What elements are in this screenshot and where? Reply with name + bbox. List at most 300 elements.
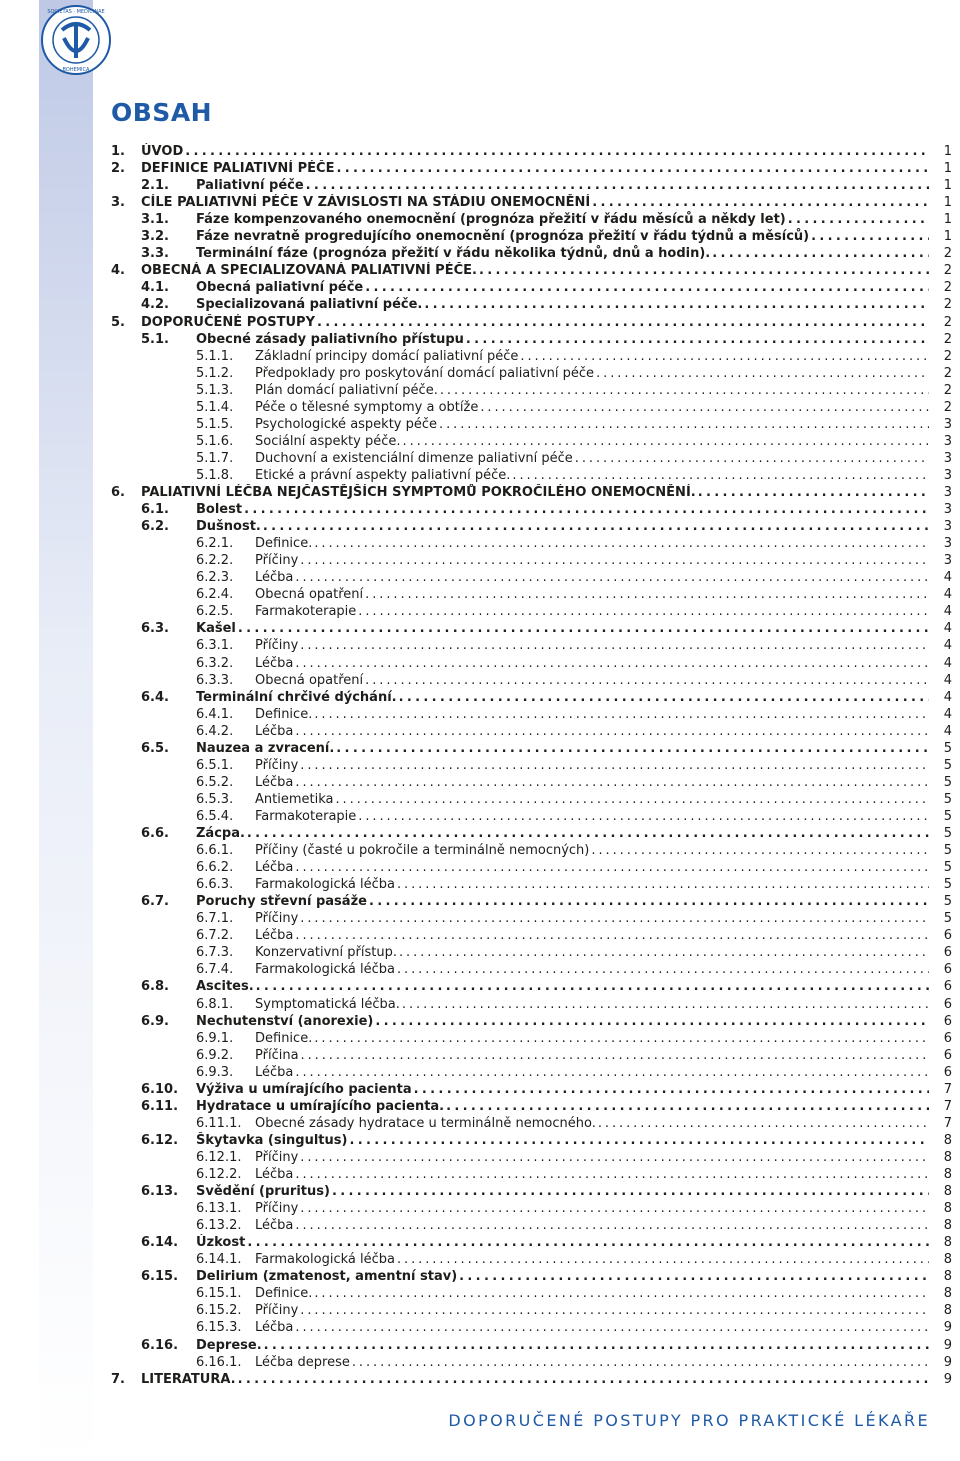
toc-entry-page: 2 — [943, 314, 952, 330]
toc-dot-leader — [440, 382, 929, 399]
toc-entry[interactable] — [0, 876, 960, 893]
toc-entry-number: 5. — [111, 314, 125, 330]
toc-entry[interactable] — [0, 859, 960, 876]
toc-dot-leader — [295, 1166, 929, 1183]
toc-entry-page: 6 — [943, 962, 952, 978]
toc-entry-title: Plán domácí paliativní péče. — [255, 382, 438, 398]
toc-entry-number: 6.8. — [141, 979, 169, 995]
toc-dot-leader — [264, 1337, 929, 1354]
toc-entry-page: 5 — [943, 774, 952, 790]
toc-entry[interactable] — [0, 296, 960, 313]
toc-entry[interactable] — [0, 1098, 960, 1115]
toc-dot-leader — [598, 1115, 929, 1132]
toc-entry-number: 6.12. — [141, 1132, 179, 1148]
toc-entry-page: 2 — [943, 280, 952, 296]
toc-entry-title: PALIATIVNÍ LÉČBA NEJČASTĚJŠÍCH SYMPTOMŮ POKROČILÉHO ONEMOCNĚNÍ. — [141, 485, 696, 500]
toc-entry[interactable] — [0, 450, 960, 467]
toc-entry-title: Obecné zásady hydratace u terminálně nemocného. — [255, 1115, 596, 1131]
toc-entry-page: 6 — [943, 979, 952, 995]
toc-dot-leader — [247, 1234, 929, 1251]
toc-dot-leader — [317, 314, 929, 331]
toc-entry-title: Úzkost — [196, 1235, 246, 1251]
toc-entry-title: Léčba — [255, 928, 294, 944]
toc-entry-number: 6.9. — [141, 1013, 169, 1029]
toc-entry[interactable] — [0, 893, 960, 910]
toc-entry-number: 6.12.1. — [196, 1149, 242, 1165]
toc-dot-leader — [300, 1302, 929, 1319]
toc-entry-title: Bolest — [196, 502, 243, 518]
toc-entry-page: 2 — [943, 348, 952, 364]
toc-dot-leader — [335, 791, 929, 808]
toc-entry-number: 5.1.7. — [196, 450, 234, 466]
toc-entry-number: 6.5.1. — [196, 757, 234, 773]
toc-entry-page: 4 — [943, 655, 952, 671]
toc-dot-leader — [295, 927, 929, 944]
svg-text:BOHEMICA: BOHEMICA — [62, 67, 90, 73]
toc-entry-title: Léčba — [255, 1320, 294, 1336]
toc-entry[interactable] — [0, 842, 960, 859]
toc-entry-page: 5 — [943, 791, 952, 807]
toc-entry-page: 8 — [943, 1269, 952, 1285]
toc-entry[interactable] — [0, 365, 960, 382]
toc-entry[interactable] — [0, 1319, 960, 1336]
toc-entry[interactable] — [0, 1337, 960, 1354]
toc-entry-page: 4 — [943, 587, 952, 603]
footer-title: DOPORUČENÉ POSTUPY PRO PRAKTICKÉ LÉKAŘE — [448, 1411, 930, 1430]
toc-entry-number: 6.7.2. — [196, 928, 234, 944]
toc-entry[interactable] — [0, 245, 960, 262]
toc-entry-number: 6.7.3. — [196, 945, 234, 961]
toc-entry[interactable] — [0, 961, 960, 978]
toc-entry[interactable] — [0, 484, 960, 501]
toc-entry-title: Svědění (pruritus) — [196, 1184, 330, 1200]
toc-entry[interactable] — [0, 910, 960, 927]
toc-dot-leader — [263, 518, 929, 535]
toc-dot-leader — [306, 177, 929, 194]
toc-entry-number: 6.14. — [141, 1235, 179, 1251]
toc-entry-title: Delirium (zmatenost, amentní stav) — [196, 1269, 458, 1285]
toc-entry[interactable] — [0, 808, 960, 825]
toc-dot-leader — [358, 808, 929, 825]
toc-entry-title: Péče o tělesné symptomy a obtíže — [255, 399, 479, 415]
toc-entry-page: 8 — [943, 1184, 952, 1200]
toc-entry-page: 2 — [943, 365, 952, 381]
toc-entry-page: 2 — [943, 331, 952, 347]
toc-dot-leader — [480, 399, 929, 416]
toc-entry-title: Léčba — [255, 1064, 294, 1080]
toc-entry-number: 6.2.5. — [196, 604, 234, 620]
toc-dot-leader — [295, 859, 929, 876]
toc-entry[interactable] — [0, 637, 960, 654]
toc-entry-title: Příčiny — [255, 1303, 299, 1319]
toc-entry[interactable] — [0, 279, 960, 296]
toc-entry-title: Nechutenství (anorexie) — [196, 1013, 374, 1029]
toc-entry-title: Příčiny (časté u pokročile a terminálně nemocných) — [255, 843, 590, 859]
toc-dot-leader — [365, 279, 929, 296]
toc-entry-page: 1 — [943, 229, 952, 245]
toc-entry-number: 6.4.1. — [196, 706, 234, 722]
toc-entry-title: Příčiny — [255, 1149, 299, 1165]
toc-entry-number: 6.6.1. — [196, 843, 234, 859]
toc-dot-leader — [295, 723, 929, 740]
toc-entry-title: Základní principy domácí paliativní péče — [255, 348, 519, 364]
toc-entry-number: 6.16. — [141, 1337, 179, 1353]
toc-dot-leader — [314, 535, 929, 552]
toc-entry-title: Obecná opatření — [255, 672, 364, 688]
toc-entry[interactable] — [0, 1030, 960, 1047]
toc-entry-number: 6.7.4. — [196, 962, 234, 978]
toc-entry-title: CÍLE PALIATIVNÍ PÉČE V ZÁVISLOSTI NA STÁDIU ONEMOCNĚNÍ — [141, 195, 591, 211]
toc-entry-title: Specializovaná paliativní péče. — [196, 297, 423, 313]
toc-entry-page: 4 — [943, 621, 952, 637]
toc-entry-title: Definice. — [255, 1286, 313, 1302]
toc-entry[interactable] — [0, 1047, 960, 1064]
toc-entry[interactable] — [0, 825, 960, 842]
toc-entry-number: 6.13.2. — [196, 1218, 242, 1234]
toc-dot-leader — [369, 893, 929, 910]
toc-dot-leader — [247, 825, 929, 842]
toc-dot-leader — [788, 211, 929, 228]
toc-entry-page: 3 — [943, 485, 952, 500]
toc-entry-title: Kašel — [196, 621, 236, 637]
toc-entry[interactable] — [0, 1200, 960, 1217]
toc-entry[interactable] — [0, 211, 960, 228]
toc-dot-leader — [414, 1081, 929, 1098]
toc-entry-title: Etické a právní aspekty paliativní péče. — [255, 467, 511, 483]
toc-entry[interactable] — [0, 706, 960, 723]
toc-entry-title: Sociální aspekty péče. — [255, 433, 401, 449]
svg-text:SOCIETAS · MEDICINAE: SOCIETAS · MEDICINAE — [47, 9, 105, 15]
toc-dot-leader — [238, 620, 929, 637]
toc-entry-title: Léčba deprese — [255, 1354, 350, 1370]
toc-dot-leader — [439, 416, 929, 433]
toc-dot-leader — [332, 1183, 929, 1200]
toc-entry-page: 8 — [943, 1235, 952, 1251]
toc-entry-page: 5 — [943, 826, 952, 841]
toc-entry[interactable] — [0, 314, 960, 331]
toc-entry-page: 3 — [943, 553, 952, 569]
toc-dot-leader — [402, 996, 929, 1013]
toc-entry-number: 6.11. — [141, 1098, 179, 1114]
toc-entry[interactable] — [0, 1371, 960, 1388]
toc-entry-page: 4 — [943, 706, 952, 722]
toc-entry-number: 6.7. — [141, 894, 169, 910]
toc-entry[interactable] — [0, 757, 960, 774]
toc-entry[interactable] — [0, 740, 960, 757]
toc-entry-page: 5 — [943, 757, 952, 773]
toc-dot-leader — [399, 944, 929, 961]
toc-entry-page: 2 — [943, 297, 952, 313]
toc-entry[interactable] — [0, 1354, 960, 1371]
toc-entry-page: 8 — [943, 1167, 952, 1182]
toc-entry-number: 6.3.3. — [196, 672, 234, 688]
toc-entry-page: 6 — [943, 1030, 952, 1046]
toc-entry-number: 5.1. — [141, 331, 169, 347]
toc-entry[interactable] — [0, 331, 960, 348]
toc-entry-page: 3 — [943, 416, 952, 432]
toc-entry-page: 4 — [943, 689, 952, 705]
toc-entry[interactable] — [0, 262, 960, 279]
toc-dot-leader — [352, 1354, 929, 1371]
toc-entry-title: Farmakologická léčba — [255, 877, 395, 893]
toc-dot-leader — [466, 331, 929, 348]
toc-entry-number: 6.3.2. — [196, 655, 234, 671]
toc-entry-title: Příčina — [255, 1047, 299, 1063]
toc-entry[interactable] — [0, 620, 960, 637]
toc-entry-number: 6.1. — [141, 502, 169, 518]
toc-entry[interactable] — [0, 228, 960, 245]
toc-entry-page: 5 — [943, 843, 952, 859]
toc-entry-page: 4 — [943, 570, 952, 586]
toc-entry[interactable] — [0, 382, 960, 399]
toc-entry-number: 4. — [111, 263, 125, 279]
toc-entry-title: OBECNÁ A SPECIALIZOVANÁ PALIATIVNÍ PÉČE. — [141, 263, 477, 279]
toc-entry-number: 6.6.2. — [196, 860, 234, 876]
toc-entry-number: 6.10. — [141, 1081, 179, 1097]
toc-entry[interactable] — [0, 655, 960, 672]
toc-entry[interactable] — [0, 194, 960, 211]
toc-entry-number: 5.1.8. — [196, 467, 234, 483]
toc-entry-number: 7. — [111, 1371, 125, 1387]
toc-entry-page: 8 — [943, 1218, 952, 1234]
toc-entry-page: 1 — [943, 161, 952, 177]
toc-entry-page: 5 — [943, 740, 952, 756]
toc-entry-page: 3 — [943, 502, 952, 518]
toc-entry[interactable] — [0, 1149, 960, 1166]
toc-entry-number: 6.5. — [141, 740, 169, 756]
toc-dot-leader — [295, 774, 929, 791]
toc-entry-number: 6.8.1. — [196, 996, 234, 1012]
toc-entry-title: DEFINICE PALIATIVNÍ PÉČE — [141, 161, 335, 177]
toc-entry-number: 1. — [111, 144, 125, 159]
toc-entry-title: Ascites. — [196, 979, 254, 995]
toc-entry-number: 6.9.2. — [196, 1047, 234, 1063]
toc-dot-leader — [397, 1251, 929, 1268]
toc-entry-number: 6.16.1. — [196, 1354, 242, 1370]
toc-entry-title: Konzervativní přístup. — [255, 945, 397, 961]
toc-entry-title: Terminální fáze (prognóza přežití v řádu několika týdnů, dnů a hodin). — [196, 246, 711, 262]
toc-entry-title: Příčiny — [255, 553, 299, 569]
toc-entry-title: Terminální chrčivé dýchání. — [196, 689, 397, 705]
toc-entry[interactable] — [0, 672, 960, 689]
toc-entry[interactable] — [0, 518, 960, 535]
toc-dot-leader — [811, 228, 929, 245]
toc-entry[interactable] — [0, 1234, 960, 1251]
toc-entry-title: Předpoklady pro poskytování domácí paliativní péče — [255, 365, 595, 381]
toc-entry-title: Symptomatická léčba. — [255, 996, 400, 1012]
toc-entry-page: 8 — [943, 1252, 952, 1268]
toc-entry[interactable] — [0, 433, 960, 450]
toc-entry-number: 6.14.1. — [196, 1252, 242, 1268]
toc-entry-page: 9 — [943, 1337, 952, 1353]
toc-entry[interactable] — [0, 177, 960, 194]
toc-entry-number: 6.13.1. — [196, 1201, 242, 1217]
toc-entry[interactable] — [0, 399, 960, 416]
toc-dot-leader — [365, 672, 929, 689]
toc-entry-number: 6.2.4. — [196, 587, 234, 603]
toc-entry-title: Příčiny — [255, 757, 299, 773]
toc-entry[interactable] — [0, 1302, 960, 1319]
toc-entry-title: Dušnost. — [196, 519, 261, 535]
toc-entry-number: 6.9.3. — [196, 1064, 234, 1080]
toc-entry[interactable] — [0, 1132, 960, 1149]
toc-entry-number: 5.1.3. — [196, 382, 234, 398]
toc-dot-leader — [256, 978, 929, 995]
toc-dot-leader — [185, 143, 929, 160]
toc-entry-title: Definice. — [255, 1030, 313, 1046]
toc-dot-leader — [300, 552, 929, 569]
toc-entry-page: 6 — [943, 945, 952, 961]
toc-entry[interactable] — [0, 1166, 960, 1183]
toc-entry-number: 3. — [111, 195, 125, 211]
toc-entry-number: 6.9.1. — [196, 1030, 234, 1046]
toc-entry-number: 6.5.3. — [196, 791, 234, 807]
toc-entry-number: 5.1.5. — [196, 416, 234, 432]
toc-entry-title: Fáze nevratně progredujícího onemocnění (prognóza přežití v řádu týdnů a měsíců) — [196, 229, 810, 245]
toc-dot-leader — [397, 961, 929, 978]
toc-entry[interactable] — [0, 723, 960, 740]
toc-entry-title: Léčba — [255, 723, 294, 739]
page-title: OBSAH — [111, 98, 213, 127]
toc-entry-number: 6.5.4. — [196, 808, 234, 824]
toc-dot-leader — [698, 484, 929, 501]
toc-entry-title: Poruchy střevní pasáže — [196, 894, 367, 910]
toc-entry-page: 4 — [943, 604, 952, 620]
toc-entry[interactable] — [0, 552, 960, 569]
toc-entry-number: 6.3. — [141, 621, 169, 637]
toc-entry[interactable] — [0, 416, 960, 433]
toc-entry-number: 6.2.1. — [196, 536, 234, 552]
toc-dot-leader — [314, 706, 929, 723]
toc-entry-number: 6.7.1. — [196, 911, 234, 927]
toc-entry-number: 6.15.1. — [196, 1286, 242, 1302]
toc-entry-title: Zácpa. — [196, 826, 245, 841]
toc-entry-number: 6.15.2. — [196, 1303, 242, 1319]
toc-entry[interactable] — [0, 1013, 960, 1030]
toc-entry-page: 6 — [943, 1064, 952, 1080]
toc-entry[interactable] — [0, 501, 960, 518]
toc-entry[interactable] — [0, 1285, 960, 1302]
toc-dot-leader — [446, 1098, 929, 1115]
toc-entry[interactable] — [0, 1081, 960, 1098]
toc-entry-title: Duchovní a existenciální dimenze paliativní péče — [255, 450, 573, 466]
toc-entry-page: 5 — [943, 911, 952, 927]
toc-entry-number: 2. — [111, 161, 125, 177]
toc-dot-leader — [591, 842, 929, 859]
toc-entry[interactable] — [0, 160, 960, 177]
toc-dot-leader — [300, 910, 929, 927]
toc-entry-number: 6.15. — [141, 1269, 179, 1285]
toc-dot-leader — [592, 194, 929, 211]
toc-entry[interactable] — [0, 467, 960, 484]
toc-dot-leader — [238, 1371, 929, 1388]
toc-entry-page: 5 — [943, 877, 952, 893]
toc-entry-number: 3.3. — [141, 246, 169, 262]
toc-entry-page: 9 — [943, 1354, 952, 1370]
toc-entry[interactable] — [0, 689, 960, 706]
toc-entry[interactable] — [0, 143, 960, 160]
toc-entry-title: Farmakoterapie — [255, 604, 357, 620]
toc-entry[interactable] — [0, 927, 960, 944]
toc-dot-leader — [314, 1285, 929, 1302]
toc-entry-page: 7 — [943, 1115, 952, 1131]
toc-entry-page: 2 — [943, 246, 952, 262]
toc-entry-title: Příčiny — [255, 1201, 299, 1217]
toc-entry-number: 3.1. — [141, 212, 169, 228]
toc-entry-number: 6.2. — [141, 519, 169, 535]
toc-dot-leader — [295, 1217, 929, 1234]
toc-entry-title: Deprese. — [196, 1337, 262, 1353]
toc-entry-page: 2 — [943, 382, 952, 398]
toc-entry-page: 1 — [943, 195, 952, 211]
toc-entry-page: 3 — [943, 450, 952, 466]
toc-entry-page: 3 — [943, 536, 952, 552]
toc-entry[interactable] — [0, 1115, 960, 1132]
toc-entry[interactable] — [0, 774, 960, 791]
toc-entry-page: 5 — [943, 894, 952, 910]
toc-dot-leader — [314, 1030, 929, 1047]
toc-entry-title: Léčba — [255, 570, 294, 586]
toc-entry-number: 6.15.3. — [196, 1320, 242, 1336]
toc-entry[interactable] — [0, 1251, 960, 1268]
toc-dot-leader — [295, 655, 929, 672]
toc-entry-title: LITERATURA. — [141, 1371, 236, 1387]
toc-entry[interactable] — [0, 569, 960, 586]
toc-dot-leader — [596, 365, 929, 382]
toc-entry-number: 6.4.2. — [196, 723, 234, 739]
toc-dot-leader — [300, 1149, 929, 1166]
toc-entry[interactable] — [0, 535, 960, 552]
toc-entry[interactable] — [0, 1183, 960, 1200]
toc-entry[interactable] — [0, 978, 960, 995]
toc-dot-leader — [300, 757, 929, 774]
toc-entry[interactable] — [0, 944, 960, 961]
toc-entry[interactable] — [0, 1217, 960, 1234]
toc-entry-number: 5.1.1. — [196, 348, 234, 364]
toc-entry-page: 6 — [943, 1013, 952, 1029]
toc-entry-title: Obecné zásady paliativního přístupu — [196, 331, 464, 347]
toc-dot-leader — [336, 160, 929, 177]
toc-entry-page: 5 — [943, 808, 952, 824]
toc-entry-number: 6. — [111, 485, 125, 500]
toc-entry-page: 8 — [943, 1303, 952, 1319]
toc-entry-page: 8 — [943, 1286, 952, 1302]
toc-entry-page: 8 — [943, 1149, 952, 1165]
toc-entry-page: 6 — [943, 1047, 952, 1063]
toc-entry-title: Farmakoterapie — [255, 808, 357, 824]
toc-entry[interactable] — [0, 996, 960, 1013]
toc-dot-leader — [295, 569, 929, 586]
toc-entry-page: 1 — [943, 178, 952, 194]
toc-entry[interactable] — [0, 603, 960, 620]
toc-entry[interactable] — [0, 586, 960, 603]
toc-entry-page: 6 — [943, 996, 952, 1012]
toc-entry[interactable] — [0, 791, 960, 808]
toc-entry-page: 2 — [943, 399, 952, 415]
toc-entry-number: 2.1. — [141, 178, 169, 194]
toc-dot-leader — [520, 348, 929, 365]
toc-entry-page: 2 — [943, 263, 952, 279]
toc-entry[interactable] — [0, 348, 960, 365]
toc-entry-page: 4 — [943, 638, 952, 654]
toc-entry-title: Fáze kompenzovaného onemocnění (prognóza přežití v řádu měsíců a někdy let) — [196, 212, 786, 228]
toc-entry[interactable] — [0, 1064, 960, 1081]
toc-entry-title: Škytavka (singultus) — [196, 1132, 348, 1148]
toc-dot-leader — [512, 467, 929, 484]
toc-entry-title: Léčba — [255, 774, 294, 790]
toc-entry[interactable] — [0, 1268, 960, 1285]
toc-dot-leader — [459, 1268, 929, 1285]
